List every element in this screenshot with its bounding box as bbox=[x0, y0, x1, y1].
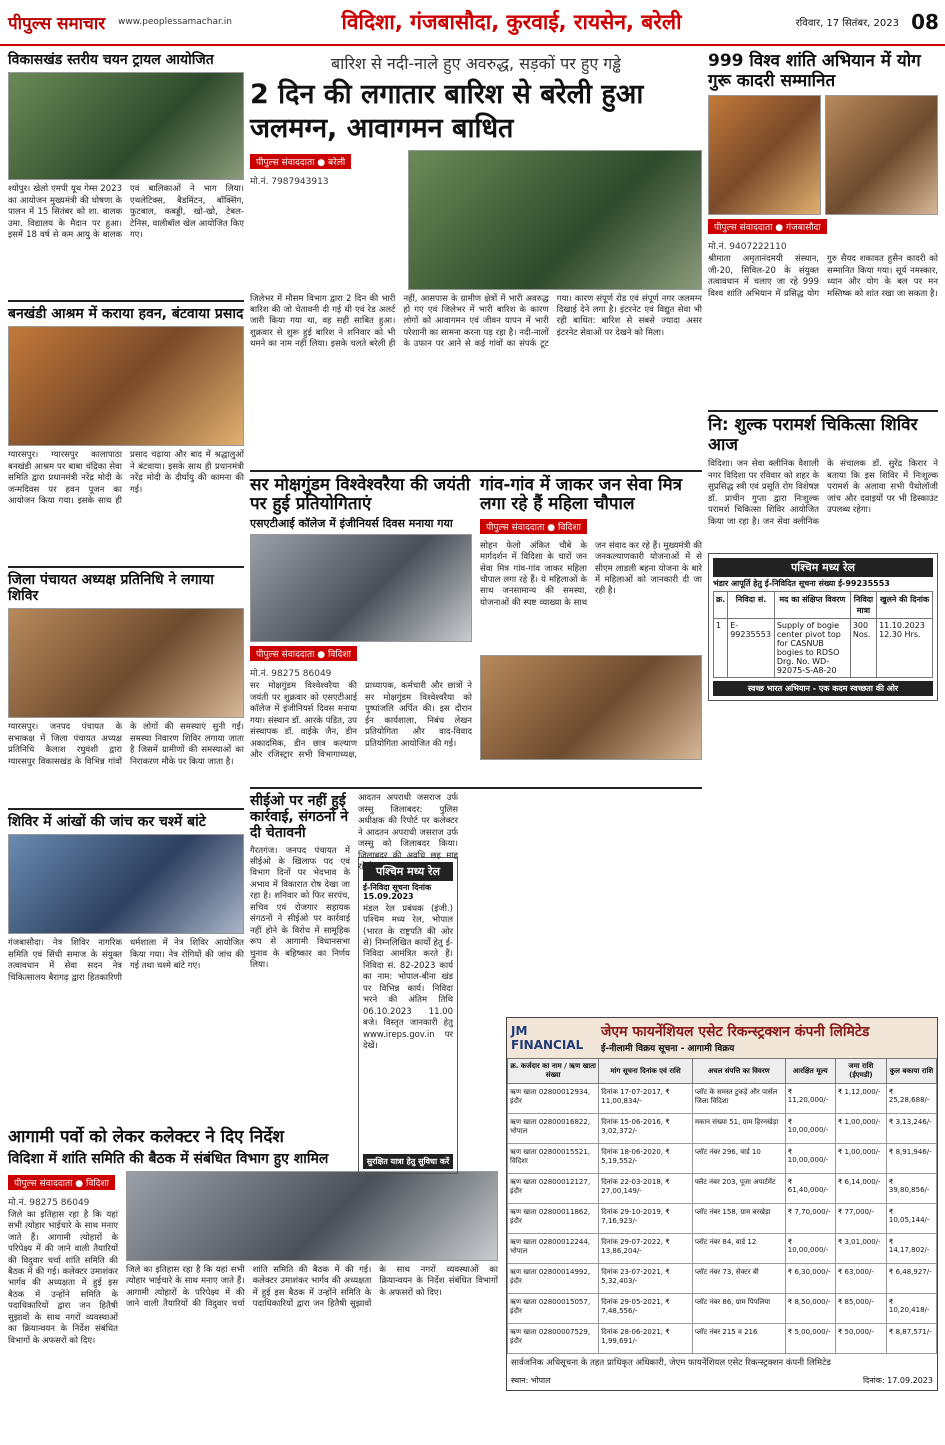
table-cell: दिनांक 29-10-2019, ₹ 7,16,923/- bbox=[599, 1204, 693, 1234]
article-title: शिविर में आंखों की जांच कर चश्में बांटे bbox=[8, 814, 206, 831]
rail-notice-subtitle: ई-निविदा सूचना दिनांक 15.09.2023 bbox=[363, 883, 432, 902]
table-cell: ऋण खाता 02800015521, विदिशा bbox=[508, 1144, 599, 1174]
lead-kicker: बारिश से नदी-नाले हुए अवरुद्ध, सड़कों पर हुए गड्ढे bbox=[331, 54, 621, 73]
table-header: कुल बकाया राशि bbox=[886, 1059, 936, 1084]
byline: पीपुल्स संवाददाता ● विदिशा bbox=[250, 646, 357, 661]
table-row bbox=[508, 1264, 937, 1294]
article-body: आदतन अपराधी जसराज उर्फ जस्सु जिलाबदर: पुलिस अधीक्षक की रिपोर्ट पर कलेक्टर ने आदतन अपराधी जसराज उर्फ जस्सु को जिलाबदर किया। जिलाबदर की अवधि छह माह रहेगी। bbox=[358, 793, 458, 873]
table-cell: ₹ 3,01,000/- bbox=[835, 1234, 886, 1264]
table-cell: प्लॉट नंबर 84, वार्ड 12 bbox=[692, 1234, 785, 1264]
table-cell: ऋण खाता 02800012127, इंदौर bbox=[508, 1174, 599, 1204]
rail-notice-footer: स्वच्छ भारत अभियान - एक कदम स्वच्छता की ओर bbox=[713, 681, 933, 696]
havan-photo bbox=[8, 326, 244, 446]
article-title: सीईओ पर नहीं हुई कार्रवाई, संगठनों ने दी चेतावनी bbox=[250, 793, 349, 842]
jm-place: स्थान: भोपाल bbox=[511, 1376, 551, 1386]
edition-cities: विदिशा, गंजबासौदा, कुरवाई, रायसेन, बरेली bbox=[341, 10, 682, 34]
article-title: गांव-गांव में जाकर जन सेवा मित्र लगा रहे हैं महिला चौपाल bbox=[480, 474, 683, 515]
rail-notice-subtitle: भंडार आपूर्ति हेतु ई-निविदित सूचना संख्या ई-99235553 bbox=[713, 579, 890, 589]
website-url[interactable]: www.peoplessamachar.in bbox=[118, 17, 232, 27]
table-cell: ₹ 63,000/- bbox=[835, 1264, 886, 1294]
table-header: आरक्षित मूल्य bbox=[785, 1059, 835, 1084]
rail-tender-notice bbox=[358, 857, 458, 1173]
article-body: सर मोक्षगुंडम विश्वेश्वरैया की जयंती पर शुक्रवार को एसएटीआई कॉलेज में इंजीनियर्स दिवस मनाया गया। संस्थान डॉ. आरके पंडित, उप संस्थापक डॉ. वाईके जैन, डीन अकादमिक, डीन छात्र कल्याण और रजिस्ट्रार सभी विभागाध्यक्ष, प्राध्यापक, कर्मचारी और छात्रों ने सर मोक्षगुंडम विश्वेश्वरैया को पुष्पांजलि अर्पित की। इस दौरान ईन कार्यशाला, निबंध लेखन प्रतियोगिता और वाद-विवाद प्रतियोगिता आयोजित की गई। bbox=[250, 681, 472, 761]
yoga-pose-photo bbox=[825, 95, 938, 215]
article-subtitle: विदिशा में शांति समिति की बैठक में संबंधित विभाग हुए शामिल bbox=[8, 1150, 329, 1167]
table-cell: ₹ 6,30,000/- bbox=[785, 1264, 835, 1294]
chaupal-photo bbox=[480, 655, 702, 760]
article-body: सोहन फेलो अंकित चौबे के मार्गदर्शन में विदिशा के चारों जन सेवा मित्र गांव-गांव जाकर महिला चौपाल लगा रहे हैं। ये महिलाओं के साथ जनसामान्य की समस्या, योजनाओं की स्पष्ट व्याख्या के साथ जन संवाद कर रहे हैं। मुख्यमंत्री की जनकल्याणकारी योजनाओं में से सीएम लाडली बहना योजना के बारे में महिलाओं को जानकारी दी जा रही है। bbox=[480, 540, 702, 608]
article-title: सर मोक्षगुंडम विश्वेश्वरैया की जयंती पर हुई प्रतियोगिताएं bbox=[250, 474, 471, 515]
table-cell: प्लॉट नंबर 215 व 216 bbox=[692, 1324, 785, 1354]
table-cell: ₹ 5,00,000/- bbox=[785, 1324, 835, 1354]
table-cell: ₹ 10,00,000/- bbox=[785, 1144, 835, 1174]
meeting-photo bbox=[126, 1171, 498, 1261]
table-cell: ₹ 10,05,144/- bbox=[886, 1204, 936, 1234]
table-cell: ₹ 6,48,927/- bbox=[886, 1264, 936, 1294]
article-body: गंजबासौदा। नेत्र शिविर नागरिक समिति एवं सिंधी समाज के संयुक्त तत्वावधान में सेवा सदन नेत्र चिकित्सालय बैरागढ़ द्वारा हितकारिणी धर्मशाला में नेत्र शिविर आयोजित किया गया। नेत्र रोगियों की जांच की गई तथा चश्मे बांटे गए। bbox=[8, 938, 244, 983]
rail-notice-body: मंडल रेल प्रबंधक (इंजी.) पश्चिम मध्य रेल, भोपाल (भारत के राष्ट्रपति की ओर से) निम्नलिखित कार्यों हेतु ई-निविदा आमंत्रित करते हैं। निविदा सं. 82-2023 कार्य का नाम: भोपाल-बीना खंड पर विभिन्न कार्य। निविदा भरने की अंतिम तिथि 06.10.2023 11.00 बजे। विस्तृत जानकारी हेतु www.ireps.gov.in पर देखें। bbox=[363, 903, 453, 1052]
rail-notice-footer: सुरक्षित यात्रा हेतु सुविधा करें bbox=[363, 1154, 453, 1169]
table-cell: ₹ 3,13,246/- bbox=[886, 1114, 936, 1144]
table-cell: ₹ 85,000/- bbox=[835, 1294, 886, 1324]
table-row bbox=[714, 619, 933, 678]
table-cell: ऋण खाता 02800015057, इंदौर bbox=[508, 1294, 599, 1324]
byline: पीपुल्स संवाददाता ● गंजबासौदा bbox=[708, 219, 827, 234]
article-body: विदिशा। जन सेवा क्लीनिक वैशाली नगर विदिशा पर रविवार को शहर के सुप्रसिद्ध स्त्री एवं प्रसूति रोग विशेषज्ञ डॉ. प्राचीन गुप्ता द्वारा निःशुल्क परामर्श चिकित्सा शिविर आयोजित किया जा रहा है। जन सेवा क्लीनिक के संचालक डॉ. सुरेंद्र किरार ने बताया कि इस शिविर में निःशुल्क परामर्श के अलावा सभी पैथोलॉजी जांच और दवाइयों पर भी डिस्काउंट उपलब्ध रहेगा। bbox=[708, 459, 938, 527]
right-column bbox=[708, 52, 938, 701]
table-cell: प्लॉट नंबर 86, ग्राम पिपलिया bbox=[692, 1294, 785, 1324]
table-cell: ₹ 11,20,000/- bbox=[785, 1084, 835, 1114]
article-title: नि: शुल्क परामर्श चिकित्सा शिविर आज bbox=[708, 415, 918, 455]
table-row bbox=[508, 1324, 937, 1354]
byline: पीपुल्स संवाददाता ● बरेली bbox=[250, 154, 351, 169]
table-cell: 11.10.2023 12.30 Hrs. bbox=[877, 619, 933, 678]
jm-subtitle: ई-नीलामी विक्रय सूचना - आगामी विक्रय bbox=[601, 1044, 735, 1054]
article-title: जिला पंचायत अध्यक्ष प्रतिनिधि ने लगाया शिविर bbox=[8, 572, 214, 605]
table-cell: 1 bbox=[714, 619, 728, 678]
table-row bbox=[508, 1294, 937, 1324]
table-cell: ₹ 10,00,000/- bbox=[785, 1234, 835, 1264]
rail-notice-title: पश्चिम मध्य रेल bbox=[713, 558, 933, 577]
article-title: विकासखंड स्तरीय चयन ट्रायल आयोजित bbox=[8, 52, 214, 68]
table-header: निविदा मात्रा bbox=[850, 592, 876, 619]
table-cell: E-99235553 bbox=[728, 619, 775, 678]
rail-tender-table bbox=[713, 591, 933, 678]
byline: पीपुल्स संवाददाता ● विदिशा bbox=[8, 1175, 115, 1190]
table-cell: ₹ 1,00,000/- bbox=[835, 1144, 886, 1174]
table-cell: दिनांक 22-03-2018, ₹ 27,00,149/- bbox=[599, 1174, 693, 1204]
table-cell: ₹ 7,70,000/- bbox=[785, 1204, 835, 1234]
jm-logo: JM FINANCIAL bbox=[511, 1024, 584, 1052]
flood-photo bbox=[408, 150, 702, 290]
table-cell: प्लॉट के समस्त टुकड़े और पार्सल जिला विदिशा bbox=[692, 1084, 785, 1114]
table-cell: दिनांक 15-06-2016, ₹ 3,02,372/- bbox=[599, 1114, 693, 1144]
table-cell: ₹ 10,20,418/- bbox=[886, 1294, 936, 1324]
jm-footer: सार्वजनिक अधिसूचना के तहत प्राधिकृत अधिकारी, जेएम फायनेंशियल एसेट रिकन्स्ट्रक्शन कंपनी लिमिटेड bbox=[511, 1358, 831, 1368]
rail-notice-title: पश्चिम मध्य रेल bbox=[363, 862, 453, 881]
table-cell: दिनांक 28-06-2021, ₹ 1,99,691/- bbox=[599, 1324, 693, 1354]
table-header: मांग सूचना दिनांक एवं राशि bbox=[599, 1059, 693, 1084]
table-header: जमा राशि (ईएमडी) bbox=[835, 1059, 886, 1084]
jm-financial-notice bbox=[506, 1017, 938, 1391]
article-body: जिले का इतिहास रहा है कि यहां सभी त्योहार भाईचारे के साथ मनाए जाते हैं। आगामी त्योहारों के परिपेक्ष्य में की जाने वाली तैयारियों की विदुवार चर्चा शांति समिति की बैठक में की गई। कलेक्टर उमाशंकर भार्गव की अध्यक्षता में हुई इस बैठक में उन्होंने समिति के पदाधिकारियों द्वारा जन हितैषी सुझावों के साथ नगरों व्यवस्थाओं का क्रियान्वयन के निर्देश संबंधित विभागों के अफसरों को दिए। bbox=[8, 1209, 118, 1346]
jm-title: जेएम फायनेंशियल एसेट रिकन्स्ट्रक्शन कंपनी लिमिटेड bbox=[601, 1024, 870, 1040]
contact-number: मो.नं. 7987943913 bbox=[250, 176, 329, 187]
table-cell: ऋण खाता 02800016822, भोपाल bbox=[508, 1114, 599, 1144]
table-cell: ₹ 39,80,856/- bbox=[886, 1174, 936, 1204]
table-cell: दिनांक 29-07-2022, ₹ 13,86,204/- bbox=[599, 1234, 693, 1264]
table-cell: ₹ 6,14,000/- bbox=[835, 1174, 886, 1204]
table-row bbox=[508, 1084, 937, 1114]
table-cell: प्लॉट नंबर 158, ग्राम बरखेड़ा bbox=[692, 1204, 785, 1234]
table-cell: प्लॉट नंबर 73, सेक्टर बी bbox=[692, 1264, 785, 1294]
table-row bbox=[508, 1114, 937, 1144]
table-cell: दिनांक 18-06-2020, ₹ 5,19,552/- bbox=[599, 1144, 693, 1174]
article-title: 999 विश्व शांति अभियान में योग गुरू कादरी सम्मानित bbox=[708, 51, 921, 91]
yoga-guru-photo bbox=[708, 95, 821, 215]
engineers-day-photo bbox=[250, 534, 472, 642]
table-cell: 300 Nos. bbox=[850, 619, 876, 678]
table-cell: ₹ 1,00,000/- bbox=[835, 1114, 886, 1144]
table-cell: दिनांक 17-07-2017, ₹ 11,00,834/- bbox=[599, 1084, 693, 1114]
table-cell: दिनांक 23-07-2021, ₹ 5,32,403/- bbox=[599, 1264, 693, 1294]
article-body: ग्यारसपुर। ग्यारसपुर कालापाठा बनखंडी आश्रम पर बाबा चंद्रिका सेवा समिति द्वारा प्रधानमंत्री नरेंद्र मोदी के जन्मदिवस पर हवन पूजन का आयोजन किया गया। इसके साथ ही प्रसाद चढ़ाया और बाद में श्रद्धालुओं ने बंटवाया। इसके साथ ही प्रधानमंत्री नरेंद्र मोदी के दीर्घायु की कामना की गई। bbox=[8, 450, 244, 507]
article-title: बनखंडी आश्रम में कराया हवन, बंटवाया प्रसाद bbox=[8, 306, 244, 323]
table-cell: दिनांक 29-05-2021, ₹ 7,48,556/- bbox=[599, 1294, 693, 1324]
article-body: जिले का इतिहास रहा है कि यहां सभी त्योहार भाईचारे के साथ मनाए जाते हैं। आगामी त्योहारों के परिपेक्ष्य में की जाने वाली तैयारियों की विदुवार चर्चा शांति समिति की बैठक में की गई। कलेक्टर उमाशंकर भार्गव की अध्यक्षता में हुई इस बैठक में उन्होंने समिति के पदाधिकारियों द्वारा जन हितैषी सुझावों के साथ नगरों व्यवस्थाओं का क्रियान्वयन के निर्देश संबंधित विभागों के अफसरों को दिए। bbox=[126, 1264, 498, 1310]
table-cell: ऋण खाता 02800012934, इंदौर bbox=[508, 1084, 599, 1114]
page-number: 08 bbox=[911, 10, 939, 34]
table-cell: ₹ 8,87,571/- bbox=[886, 1324, 936, 1354]
contact-number: मो.नं. 98275 86049 bbox=[250, 669, 332, 680]
table-cell: ₹ 25,28,688/- bbox=[886, 1084, 936, 1114]
sports-trial-photo bbox=[8, 72, 244, 180]
lead-body: जिलेभर में मौसम विभाग द्वारा 2 दिन की भारी बारिश की जो चेतावनी दी गई थी एवं रेड अलर्ट जारी किया गया था, वह सही साबित हुआ। शुक्रवार से शुरू हुई बारिश ने शनिवार को भी थमने का नाम नहीं लिया। इसके चलते बरेली ही नहीं, आसपास के ग्रामीण क्षेत्रों में भारी अवरुद्ध हो गए एवं जिलेभर में भारी बारिश के कारण लोगों को आवागमन एवं जीवन यापन में भारी परेशानी का सामना करना पड़ रहा है। नदी-नालों के उफान पर आने से कई गांवों का संपर्क टूट गया। कारण संपूर्ण रोड एवं संपूर्ण नगर जलमग्न दिखाई देने लगा है। इंटरनेट एवं विद्युत सेवा भी रही बाधित: बारिश से सबसे ज्यादा असर इंटरनेट सेवाओं पर देखने को मिला। bbox=[250, 293, 702, 350]
table-cell: ऋण खाता 02800012244, भोपाल bbox=[508, 1234, 599, 1264]
table-row bbox=[508, 1204, 937, 1234]
article-body: गैरतगंज। जनपद पंचायत में सीईओ के खिलाफ पद एवं विभाग दिनों पर भेदभाव के अभाव में विकारात रोष देखा जा रहा है। शनिवार को फिर सरपंच, सचिव एवं रोजगार सहायक संगठनों ने सीईओ पर कार्रवाई नहीं होने के विरोध में सामूहिक रूप से आगामी विधानसभा चुनाव के बहिष्कार का निर्णय लिया। bbox=[250, 845, 350, 971]
newspaper-logo: पीपुल्स समाचार bbox=[8, 13, 106, 34]
table-header: खुलने की दिनांक bbox=[877, 592, 933, 619]
table-header: अचल संपत्ति का विवरण bbox=[692, 1059, 785, 1084]
eye-camp-photo bbox=[8, 834, 244, 934]
table-cell: ₹ 77,000/- bbox=[835, 1204, 886, 1234]
auction-table bbox=[507, 1058, 937, 1354]
table-cell: ऋण खाता 02800014992, इंदौर bbox=[508, 1264, 599, 1294]
table-cell: ऋण खाता 02800007529, इंदौर bbox=[508, 1324, 599, 1354]
contact-number: मो.नं. 98275 86049 bbox=[8, 1197, 90, 1208]
article-body: श्योपुर। खेलो एमपी यूथ गेम्स 2023 का आयोजन मुख्यमंत्री की घोषणा के पालन में 15 सितंबर को शा. बालक उमा. विद्यालय के मैदान पर हुआ। इसमें 18 वर्ष से कम आयु के बालक एवं बालिकाओं ने भाग लिया। एथलेटिक्स, बैडमिंटन, बॉक्सिंग, फुटबाल, कबड्डी, खो-खो, टेबल-टेनिस, वालीबॉल खेल आयोजित किए गए। bbox=[8, 184, 244, 240]
masthead bbox=[0, 0, 945, 46]
table-cell: ₹ 14,17,802/- bbox=[886, 1234, 936, 1264]
table-cell: प्लॉट नंबर 296, वार्ड 10 bbox=[692, 1144, 785, 1174]
article-body: श्रीमाता अमृतानंदमयी संस्थान, जी-20, सिविल-20 के संयुक्त तत्वावधान में चलाए जा रहे 999 विश्व शांति अभियान में प्रसिद्ध योग गुरु सैयद शकावत हुसैन कादरी को सम्मानित किया गया। सूर्य नमस्कार, ध्यान और योग के बल पर मन मस्तिष्क को शांत रखा जा सकता है। bbox=[708, 254, 938, 299]
table-header: निविदा सं. bbox=[728, 592, 775, 619]
table-cell: ₹ 8,50,000/- bbox=[785, 1294, 835, 1324]
table-cell: फ्लैट नंबर 203, पूजा अपार्टमेंट bbox=[692, 1174, 785, 1204]
table-cell: ₹ 10,00,000/- bbox=[785, 1114, 835, 1144]
issue-date: रविवार, 17 सितंबर, 2023 bbox=[795, 18, 899, 29]
byline: पीपुल्स संवाददाता ● विदिशा bbox=[480, 519, 587, 534]
contact-number: मो.नं. 9407222110 bbox=[708, 242, 787, 253]
table-header: क्र. bbox=[714, 592, 728, 619]
table-cell: ₹ 1,12,000/- bbox=[835, 1084, 886, 1114]
lead-headline: 2 दिन की लगातार बारिश से बरेली हुआ जलमग्न, आवागमन बाधित bbox=[250, 79, 644, 144]
jm-date: दिनांक: 17.09.2023 bbox=[862, 1376, 933, 1386]
table-cell: मकान संख्या 51, ग्राम हिरनखेड़ा bbox=[692, 1114, 785, 1144]
middle-column bbox=[250, 52, 702, 1174]
table-row bbox=[508, 1144, 937, 1174]
table-cell: ₹ 50,000/- bbox=[835, 1324, 886, 1354]
left-column bbox=[8, 52, 244, 1048]
article-title: आगामी पर्वो को लेकर कलेक्टर ने दिए निर्देश bbox=[8, 1127, 284, 1147]
table-header: क्र. कर्जदार का नाम / ऋण खाता संख्या bbox=[508, 1059, 599, 1084]
table-row bbox=[508, 1174, 937, 1204]
table-cell: Supply of bogie center pivot top for CASNUB bogies to RDSO Drg. No. WD-92075-S-A8-20 bbox=[774, 619, 850, 678]
table-row bbox=[508, 1234, 937, 1264]
table-cell: ऋण खाता 02800011862, इंदौर bbox=[508, 1204, 599, 1234]
table-cell: ₹ 61,40,000/- bbox=[785, 1174, 835, 1204]
article-body: ग्यारसपुर। जनपद पंचायत के सभाकक्ष में जिला पंचायत अध्यक्ष प्रतिनिधि कैलाश रघुवंशी द्वारा ग्यारसपुर विकासखंड के विभिन्न गांवों के लोगों की समस्याएं सुनी गईं। समस्या निवारण शिविर लगाया जाता है जिसमें ग्रामीणों की समस्याओं का निराकरण मौके पर किया जाता है। bbox=[8, 722, 244, 767]
rail-tender-notice-right bbox=[708, 553, 938, 701]
article-subtitle: एसएटीआई कॉलेज में इंजीनियर्स दिवस मनाया गया bbox=[250, 516, 453, 530]
table-cell: ₹ 8,91,946/- bbox=[886, 1144, 936, 1174]
table-header: मद का संक्षिप्त विवरण bbox=[774, 592, 850, 619]
camp-photo bbox=[8, 608, 244, 718]
